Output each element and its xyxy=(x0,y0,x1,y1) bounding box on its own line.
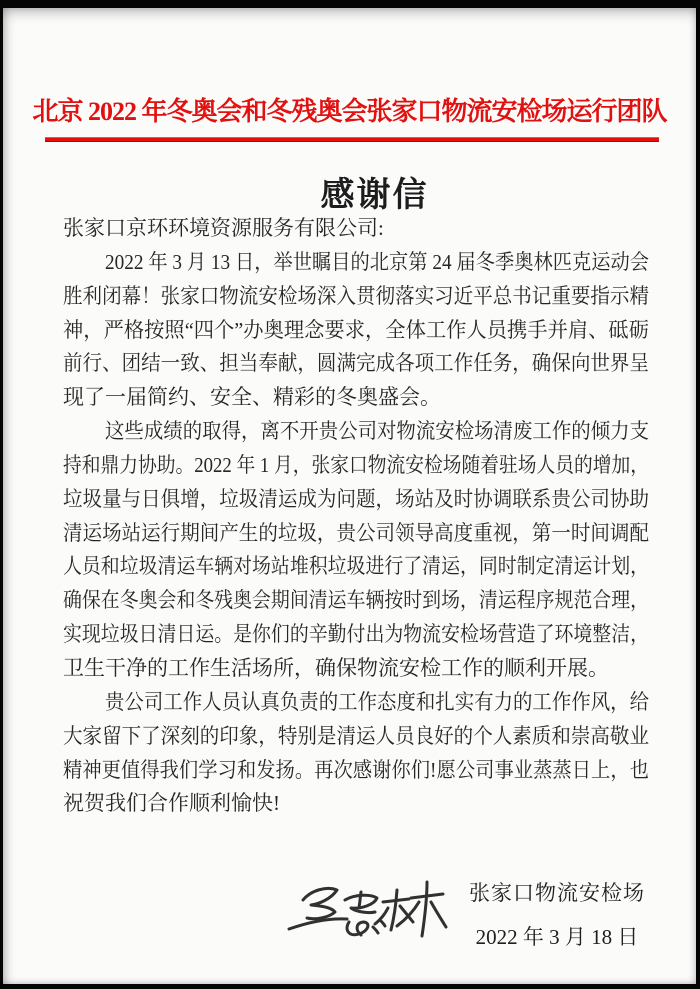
letter-body-line-text: 神，严格按照“四个”办奥理念要求，全体工作人员携手并肩、砥砺 xyxy=(63,317,649,342)
salutation xyxy=(63,212,649,246)
letter-body-line xyxy=(63,787,649,821)
handwritten-signature-ma-huilin xyxy=(281,872,453,946)
letter-body-line xyxy=(63,550,649,584)
letter-body-line xyxy=(63,347,649,381)
letter-body xyxy=(63,212,649,821)
letter-body-line-text: 垃圾量与日俱增，垃圾清运成为问题，场站及时协调联系贵公司协助 xyxy=(63,486,649,511)
letter-body-line-text: 大家留下了深刻的印象，特别是清运人员良好的个人素质和崇高敬业 xyxy=(63,723,649,748)
letter-body-line-text: 胜利闭幕！张家口物流安检场深入贯彻落实习近平总书记重要指示精 xyxy=(63,283,649,308)
letter-body-line xyxy=(63,754,649,788)
letter-body-line-text: 卫生干净的工作生活场所，确保物流安检工作的顺利开展。 xyxy=(63,655,609,680)
letter-body-line-text: 张家口京环环境资源服务有限公司: xyxy=(63,216,384,240)
letter-body-line xyxy=(63,280,649,314)
letter-body-line-text: 现了一届简约、安全、精彩的冬奥盛会。 xyxy=(63,385,441,410)
letter-body-line xyxy=(63,415,649,449)
letter-body-line-text: 精神更值得我们学习和发扬。再次感谢你们!愿公司事业蒸蒸日上，也 xyxy=(63,757,649,782)
letter-body-line xyxy=(63,584,649,618)
letter-title: 感谢信 xyxy=(320,176,429,214)
letter-body-line-text: 前行、团结一致、担当奉献，圆满完成各项工作任务，确保向世界呈 xyxy=(63,351,649,376)
letter-body-line xyxy=(63,381,649,415)
signature-org: 张家口物流安检场 xyxy=(469,881,645,905)
letter-body-line-text: 清运场站运行期间产生的垃圾，贵公司领导高度重视，第一时间调配 xyxy=(63,520,649,545)
letter-body-line xyxy=(63,246,649,280)
letter-body-line-text: 持和鼎力协助。2022 年 1 月，张家口物流安检场随着驻场人员的增加， xyxy=(63,452,649,477)
letter-body-line-text: 确保在冬奥会和冬残奥会期间清运车辆按时到场，清运程序规范合理， xyxy=(63,588,649,613)
letter-body-line-text: 贵公司工作人员认真负责的工作态度和扎实有力的工作作风，给 xyxy=(105,689,649,714)
letter-body-line xyxy=(63,618,649,652)
letter-page xyxy=(3,8,696,984)
letter-body-line xyxy=(63,517,649,551)
letter-body-line-text: 祝贺我们合作顺利愉快! xyxy=(63,791,280,816)
signature-block xyxy=(461,880,653,950)
letter-body-line xyxy=(63,483,649,517)
letter-body-line-text: 实现垃圾日清日运。是你们的辛勤付出为物流安检场营造了环境整洁， xyxy=(63,622,649,647)
letter-body-line xyxy=(63,686,649,720)
signature-date: 2022 年 3 月 18 日 xyxy=(475,925,639,949)
letter-body-line-text: 这些成绩的取得，离不开贵公司对物流安检场清废工作的倾力支 xyxy=(105,419,649,444)
letter-body-line-text: 人员和垃圾清运车辆对场站堆积垃圾进行了清运，同时制定清运计划， xyxy=(63,554,649,579)
letter-body-line xyxy=(63,449,649,483)
letterhead-rule xyxy=(45,137,659,142)
letter-body-line xyxy=(63,720,649,754)
letterhead-title: 北京 2022 年冬奥会和冬残奥会张家口物流安检场运行团队 xyxy=(32,97,667,126)
letter-body-line-text: 2022 年 3 月 13 日，举世瞩目的北京第 24 届冬季奥林匹克运动会 xyxy=(105,249,649,274)
letter-body-line xyxy=(63,314,649,348)
letter-body-line xyxy=(63,652,649,686)
